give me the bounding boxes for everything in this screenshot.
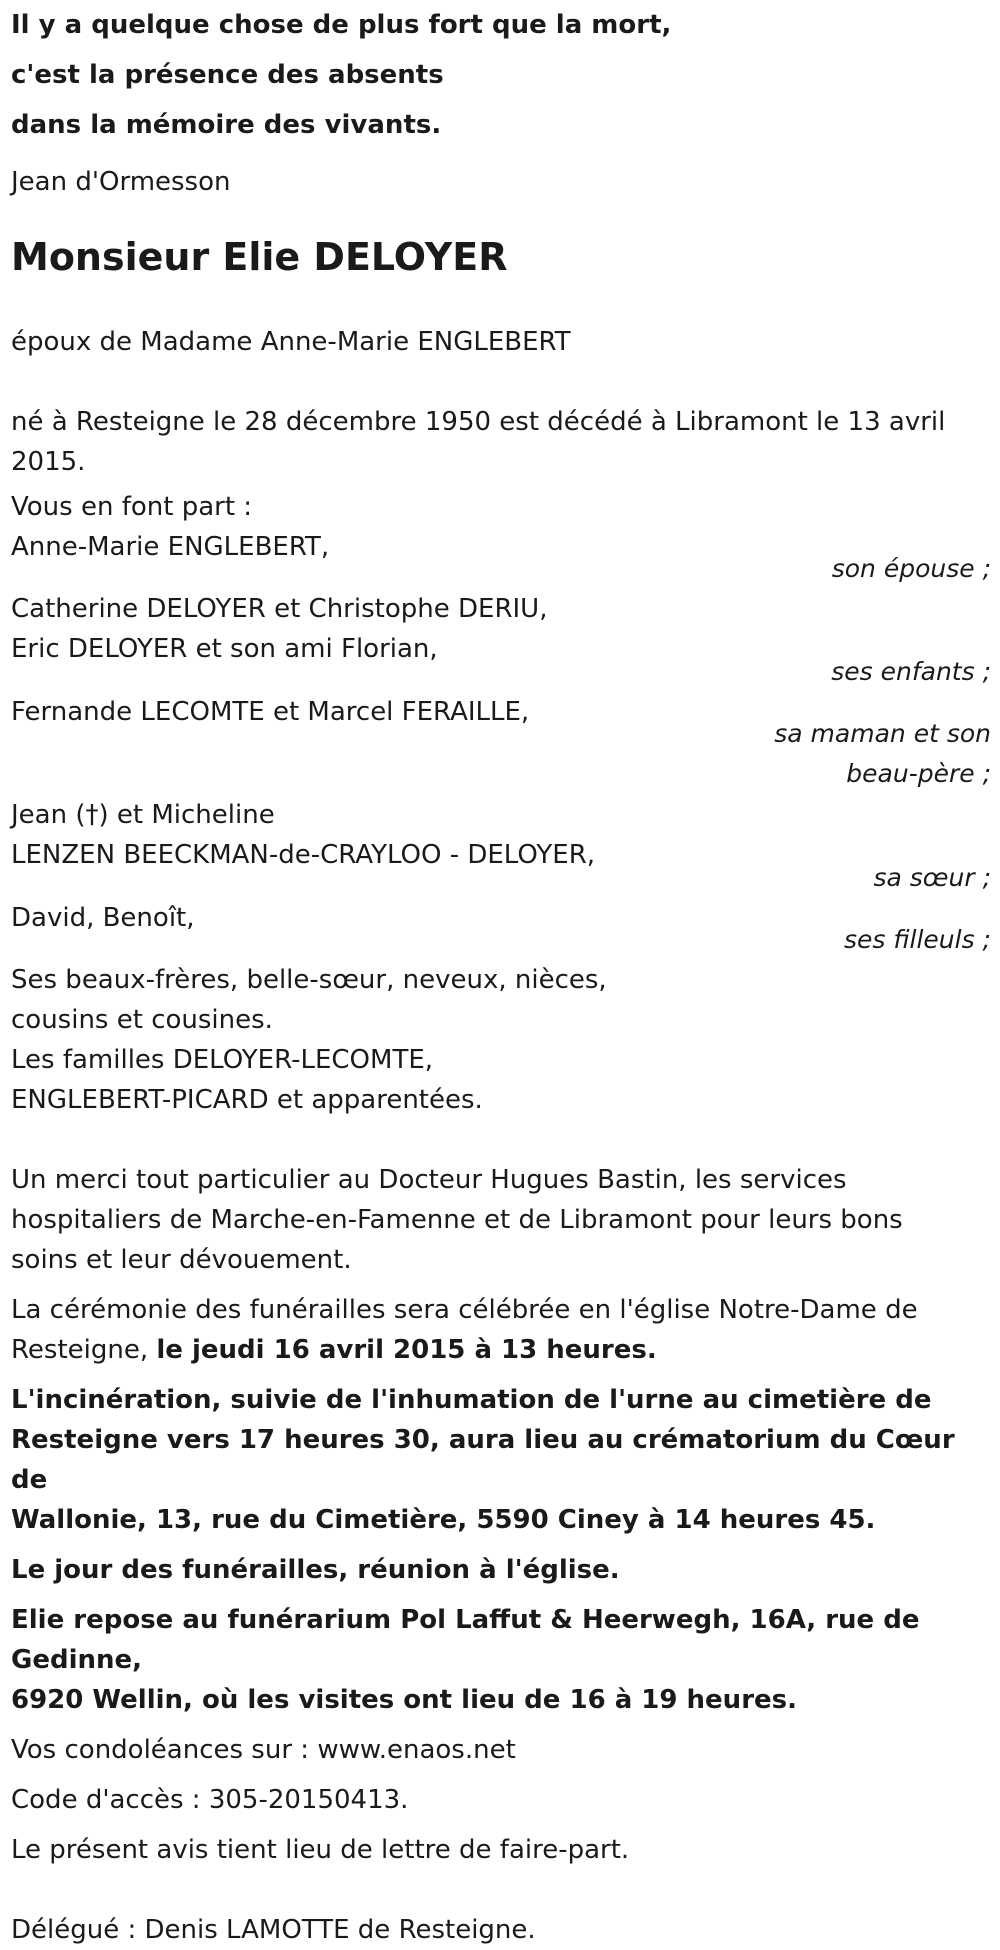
announce-intro: Vous en font part :: [11, 492, 253, 522]
gathering-line: Le jour des funérailles, réunion à l'église.: [11, 1555, 620, 1585]
family-member: Ses beaux-frères, belle-sœur, neveux, nièces,: [11, 965, 607, 995]
relation-label: beau-père ;: [846, 759, 991, 788]
thanks-paragraph: [11, 1160, 991, 1280]
family-entry-children: [11, 589, 991, 692]
relation-label: ses enfants ;: [831, 657, 991, 686]
text-line: [11, 1330, 991, 1370]
delegate-line: Délégué : Denis LAMOTTE de Resteigne.: [11, 1915, 536, 1945]
text-line: Un merci tout particulier au Docteur Hugues Bastin, les services: [11, 1165, 847, 1195]
family-member: Catherine DELOYER et Christophe DERIU,: [11, 594, 548, 624]
family-member: Eric DELOYER et son ami Florian,: [11, 634, 438, 664]
family-list: [11, 527, 991, 1120]
text-line: L'incinération, suivie de l'inhumation de l'urne au cimetière de: [11, 1385, 932, 1415]
text-span: Resteigne,: [11, 1335, 157, 1365]
ceremony-paragraph: [11, 1290, 991, 1370]
text-line: Elie repose au funérarium Pol Laffut & Heerwegh, 16A, rue de Gedinne,: [11, 1605, 920, 1675]
text-line: Wallonie, 13, rue du Cimetière, 5590 Ciney à 14 heures 45.: [11, 1505, 876, 1535]
quote-line: dans la mémoire des vivants.: [11, 110, 442, 140]
family-member: Anne-Marie ENGLEBERT,: [11, 532, 330, 562]
quote-author: Jean d'Ormesson: [11, 167, 231, 197]
quote-line: Il y a quelque chose de plus fort que la mort,: [11, 10, 672, 40]
family-entry-godchildren: [11, 898, 991, 960]
family-member: LENZEN BEECKMAN-de-CRAYLOO - DELOYER,: [11, 840, 596, 870]
family-entry-others: [11, 960, 991, 1120]
quote-line: c'est la présence des absents: [11, 60, 444, 90]
text-line: La cérémonie des funérailles sera célébrée en l'église Notre-Dame de: [11, 1295, 918, 1325]
epigraph-quote: [11, 0, 991, 150]
spouse-line: époux de Madame Anne-Marie ENGLEBERT: [11, 327, 571, 357]
family-member: cousins et cousines.: [11, 1005, 273, 1035]
notice-line: Le présent avis tient lieu de lettre de faire-part.: [11, 1835, 630, 1865]
relation-label: sa sœur ;: [873, 863, 991, 892]
birth-death-line: né à Resteigne le 28 décembre 1950 est décédé à Libramont le 13 avril 2015.: [11, 407, 946, 477]
condolences-line: Vos condoléances sur : www.enaos.net: [11, 1735, 516, 1765]
funeral-home-paragraph: [11, 1600, 991, 1720]
relation-label: sa maman et son: [774, 719, 991, 748]
ceremony-date: le jeudi 16 avril 2015 à 13 heures.: [156, 1335, 657, 1365]
family-entry-mother: [11, 692, 991, 795]
family-entry-spouse: [11, 527, 991, 589]
text-line: hospitaliers de Marche-en-Famenne et de Libramont pour leurs bons: [11, 1205, 903, 1235]
cremation-paragraph: [11, 1380, 991, 1540]
family-entry-sister: [11, 795, 991, 898]
deceased-name: Monsieur Elie DELOYER: [11, 235, 508, 279]
family-member: ENGLEBERT-PICARD et apparentées.: [11, 1085, 483, 1115]
relation-label: son épouse ;: [831, 554, 991, 583]
text-line: Resteigne vers 17 heures 30, aura lieu au crématorium du Cœur de: [11, 1425, 955, 1495]
family-member: Les familles DELOYER-LECOMTE,: [11, 1045, 434, 1075]
family-member: Fernande LECOMTE et Marcel FERAILLE,: [11, 697, 530, 727]
access-code-line: Code d'accès : 305-20150413.: [11, 1785, 409, 1815]
relation-label: ses filleuls ;: [844, 925, 991, 954]
family-member: David, Benoît,: [11, 903, 195, 933]
family-member: Jean (†) et Micheline: [11, 800, 275, 830]
text-line: 6920 Wellin, où les visites ont lieu de 16 à 19 heures.: [11, 1685, 798, 1715]
obituary-notice: [11, 0, 991, 1950]
text-line: soins et leur dévouement.: [11, 1245, 352, 1275]
